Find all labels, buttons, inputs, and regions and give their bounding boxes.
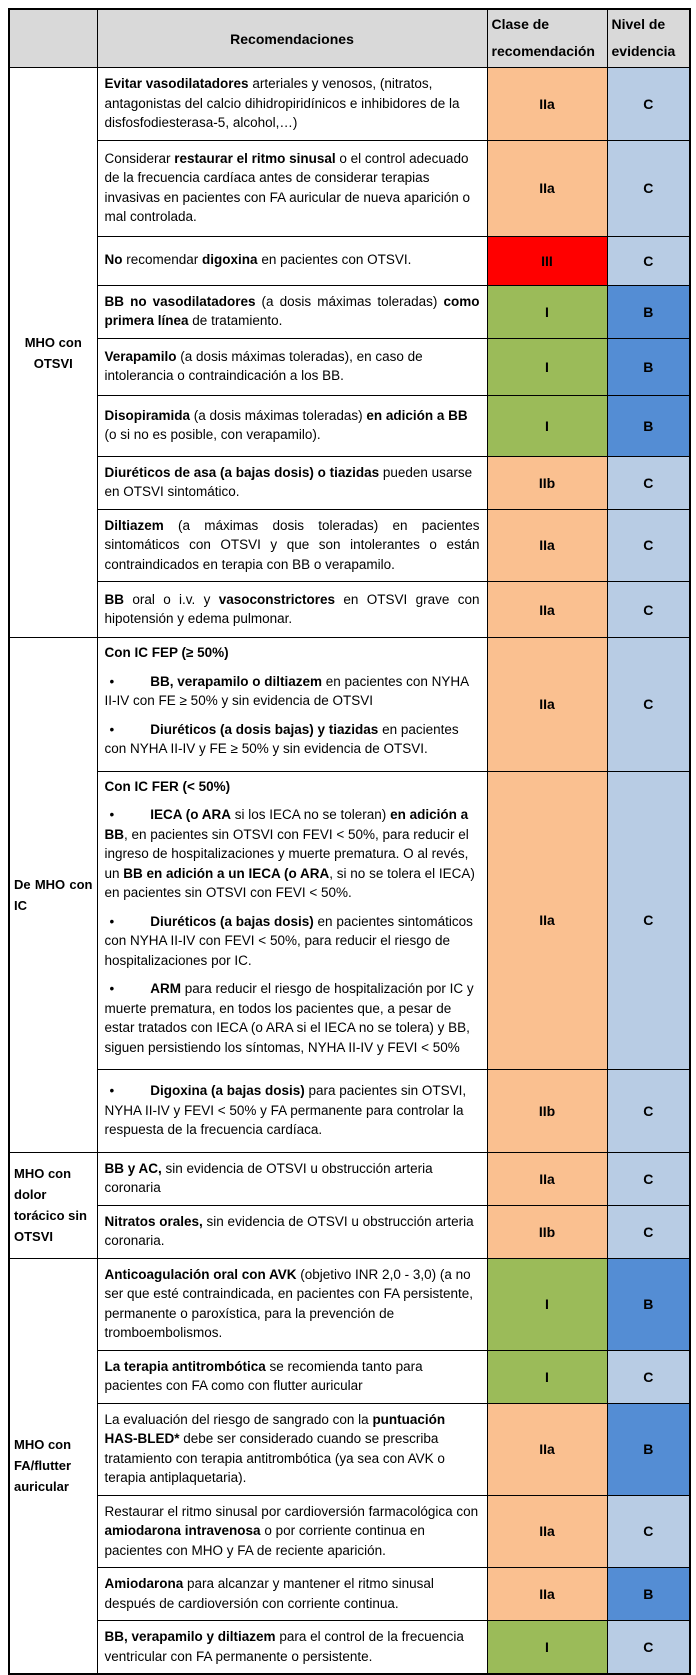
level-of-evidence-cell: C [607, 1205, 690, 1258]
table-row [9, 68, 690, 141]
col-header-level-line1: Nivel de [611, 16, 666, 32]
table-row [9, 771, 690, 1070]
level-of-evidence-cell: C [607, 771, 690, 1070]
level-of-evidence-cell: B [607, 338, 690, 395]
recommendations-table-container [8, 8, 689, 1675]
level-of-evidence-cell: C [607, 638, 690, 772]
recommendation-cell [97, 1070, 487, 1153]
recommendation-text: Diuréticos de asa (a bajas dosis) o tiazidas pueden usarse en OTSVI sintomático. [104, 464, 473, 499]
recommendations-table [8, 8, 691, 1675]
bullet-icon: • [109, 913, 115, 929]
recommendation-text: No recomendar digoxina en pacientes con OTSVI. [104, 252, 412, 268]
table-row [9, 1495, 690, 1568]
recommendation-cell [97, 1205, 487, 1258]
level-of-evidence-cell: C [607, 509, 690, 582]
col-header-class [487, 9, 607, 68]
table-row [9, 1621, 690, 1675]
recommendation-cell [97, 1258, 487, 1350]
table-row [9, 638, 690, 772]
level-of-evidence-cell: B [607, 395, 690, 456]
recommendation-text: BB oral o i.v. y vasoconstrictores en OTSVI grave con hipotensión y edema pulmonar. [104, 591, 480, 626]
recommendation-cell [97, 509, 487, 582]
recommendation-text: Restaurar el ritmo sinusal por cardioversión farmacológica con amiodarona intravenosa o por corriente continua en pacientes con MHO y FA de reciente aparición. [104, 1503, 479, 1558]
table-row [9, 582, 690, 638]
recommendation-cell [97, 1350, 487, 1403]
recommendation-cell [97, 771, 487, 1070]
col-header-level-line2: evidencia [611, 43, 676, 59]
class-of-recommendation-cell: IIb [487, 1205, 607, 1258]
recommendation-text: • IECA (o ARA si los IECA no se toleran) en adición a BB, en pacientes sin OTSVI con FEVI < 50%, para reducir el ingreso de hospitalizaciones y muerte prematura. O al revés, un BB en adición a un IECA (o ARA, si no se tolera el IECA) en pacientes sin OTSVI con FEVI < 50%. [104, 807, 475, 900]
class-of-recommendation-cell: III [487, 236, 607, 285]
class-of-recommendation-cell: I [487, 1350, 607, 1403]
recommendation-text: • Diuréticos (a dosis bajas) y tiazidas en pacientes con NYHA II-IV y FE ≥ 50% y sin evidencia de OTSVI. [104, 721, 459, 756]
level-of-evidence-cell: C [607, 1152, 690, 1205]
group-label-cell: MHO con dolor torácico sin OTSVI [9, 1152, 97, 1258]
header-corner-cell [9, 9, 97, 68]
recommendation-text: Considerar restaurar el ritmo sinusal o el control adecuado de la frecuencia cardíaca antes de considerar terapias invasivas en pacientes con FA auricular de nueva aparición o mal controlada. [104, 150, 470, 224]
group-label-cell: MHO con FA/flutter auricular [9, 1258, 97, 1674]
recommendation-cell [97, 1152, 487, 1205]
level-of-evidence-cell: B [607, 285, 690, 338]
table-row [9, 1403, 690, 1495]
table-row [9, 1568, 690, 1621]
recommendation-text: La evaluación del riesgo de sangrado con la puntuación HAS-BLED* debe ser considerado cuando se prescriba tratamiento con terapia antitrombótica (ya sea con AVK o terapia antiplaquetaria). [104, 1411, 446, 1485]
class-of-recommendation-cell: IIa [487, 638, 607, 772]
recommendation-cell [97, 1495, 487, 1568]
table-row [9, 1070, 690, 1153]
class-of-recommendation-cell: IIa [487, 771, 607, 1070]
recommendation-text: • ARM para reducir el riesgo de hospitalización por IC y muerte prematura, en todos los pacientes que, a pesar de estar tratados con IECA (o ARA si el IECA no se tolera) y BB, siguen persistiendo los síntomas, NYHA II-IV y FEVI < 50% [104, 981, 474, 1055]
table-row [9, 509, 690, 582]
class-of-recommendation-cell: I [487, 395, 607, 456]
recommendation-cell [97, 1621, 487, 1675]
header-row [9, 9, 690, 68]
recommendation-text: Disopiramida (a dosis máximas toleradas) en adición a BB (o si no es posible, con verapamilo). [104, 407, 468, 442]
recommendation-text: La terapia antitrombótica se recomienda tanto para pacientes con FA como con flutter auricular [104, 1358, 423, 1393]
table-body [9, 68, 690, 1675]
table-row [9, 236, 690, 285]
table-row [9, 338, 690, 395]
recommendation-cell [97, 236, 487, 285]
recommendation-cell [97, 395, 487, 456]
class-of-recommendation-cell: I [487, 1621, 607, 1675]
bullet-icon: • [109, 673, 115, 689]
recommendation-cell [97, 68, 487, 141]
class-of-recommendation-cell: I [487, 285, 607, 338]
recommendation-text: Con IC FEP (≥ 50%) [104, 645, 229, 660]
table-row [9, 456, 690, 509]
level-of-evidence-cell: C [607, 68, 690, 141]
recommendation-text: Nitratos orales, sin evidencia de OTSVI u obstrucción arteria coronaria. [104, 1213, 474, 1248]
level-of-evidence-cell: B [607, 1403, 690, 1495]
recommendation-cell [97, 456, 487, 509]
recommendation-cell [97, 140, 487, 236]
col-header-class-line1: Clase de [491, 16, 550, 32]
bullet-icon: • [109, 721, 115, 737]
recommendation-text: Diltiazem (a máximas dosis toleradas) en pacientes sintomáticos con OTSVI y que son intolerantes o están contraindicados en terapia con BB o verapamilo. [104, 517, 480, 572]
col-header-class-line2: recomendación [491, 43, 595, 59]
table-row [9, 1152, 690, 1205]
table-row [9, 1205, 690, 1258]
recommendation-text: BB no vasodilatadores (a dosis máximas toleradas) como primera línea de tratamiento. [104, 293, 480, 328]
recommendation-text: • BB, verapamilo o diltiazem en pacientes con NYHA II-IV con FE ≥ 50% y sin evidencia de OTSVI [104, 673, 469, 708]
recommendation-text: Anticoagulación oral con AVK (objetivo INR 2,0 - 3,0) (a no ser que esté contraindicada, en pacientes con FA persistente, permanente o paroxística, para la prevención de tromboembolismos. [104, 1266, 473, 1340]
level-of-evidence-cell: C [607, 140, 690, 236]
recommendation-cell [97, 1403, 487, 1495]
recommendation-cell [97, 638, 487, 772]
col-header-level [607, 9, 690, 68]
level-of-evidence-cell: C [607, 582, 690, 638]
class-of-recommendation-cell: IIb [487, 1070, 607, 1153]
recommendation-cell [97, 582, 487, 638]
class-of-recommendation-cell: IIa [487, 1568, 607, 1621]
bullet-icon: • [109, 981, 115, 996]
bullet-icon: • [109, 807, 115, 822]
recommendation-text: BB, verapamilo y diltiazem para el control de la frecuencia ventricular con FA permanente o persistente. [104, 1629, 464, 1664]
level-of-evidence-cell: B [607, 1258, 690, 1350]
class-of-recommendation-cell: IIa [487, 509, 607, 582]
group-label-cell: MHO con OTSVI [9, 68, 97, 638]
recommendation-cell [97, 285, 487, 338]
level-of-evidence-cell: B [607, 1568, 690, 1621]
recommendation-text: Con IC FER (< 50%) [104, 778, 231, 794]
class-of-recommendation-cell: IIa [487, 1495, 607, 1568]
class-of-recommendation-cell: I [487, 338, 607, 395]
recommendation-text: • Diuréticos (a bajas dosis) en pacientes sintomáticos con NYHA II-IV con FEVI < 50%, para reducir el riesgo de hospitalizaciones por IC. [104, 913, 473, 968]
recommendation-text: • Digoxina (a bajas dosis) para pacientes sin OTSVI, NYHA II-IV y FEVI < 50% y FA permanente para controlar la respuesta de la frecuencia cardíaca. [104, 1083, 467, 1137]
class-of-recommendation-cell: IIb [487, 456, 607, 509]
recommendation-text: Evitar vasodilatadores arteriales y venosos, (nitratos, antagonistas del calcio dihidropiridínicos e inhibidores de la disfosfodiesterasa-5, alcohol,…) [104, 76, 460, 130]
recommendation-text: BB y AC, sin evidencia de OTSVI u obstrucción arteria coronaria [104, 1160, 433, 1195]
recommendation-cell [97, 338, 487, 395]
table-row [9, 1350, 690, 1403]
level-of-evidence-cell: C [607, 236, 690, 285]
table-row [9, 140, 690, 236]
group-label-cell: De MHO con IC [9, 638, 97, 1153]
table-row [9, 1258, 690, 1350]
class-of-recommendation-cell: IIa [487, 1403, 607, 1495]
class-of-recommendation-cell: IIa [487, 582, 607, 638]
col-header-recommendations: Recomendaciones [97, 9, 487, 68]
level-of-evidence-cell: C [607, 1621, 690, 1675]
bullet-icon: • [109, 1083, 115, 1098]
level-of-evidence-cell: C [607, 1070, 690, 1153]
class-of-recommendation-cell: IIa [487, 68, 607, 141]
class-of-recommendation-cell: IIa [487, 1152, 607, 1205]
recommendation-text: Verapamilo (a dosis máximas toleradas), en caso de intolerancia o contraindicación a los BB. [104, 348, 423, 383]
table-row [9, 395, 690, 456]
level-of-evidence-cell: C [607, 456, 690, 509]
class-of-recommendation-cell: IIa [487, 140, 607, 236]
table-row [9, 285, 690, 338]
recommendation-cell [97, 1568, 487, 1621]
level-of-evidence-cell: C [607, 1495, 690, 1568]
class-of-recommendation-cell: I [487, 1258, 607, 1350]
recommendation-text: Amiodarona para alcanzar y mantener el ritmo sinusal después de cardioversión con corriente continua. [104, 1576, 434, 1611]
level-of-evidence-cell: C [607, 1350, 690, 1403]
